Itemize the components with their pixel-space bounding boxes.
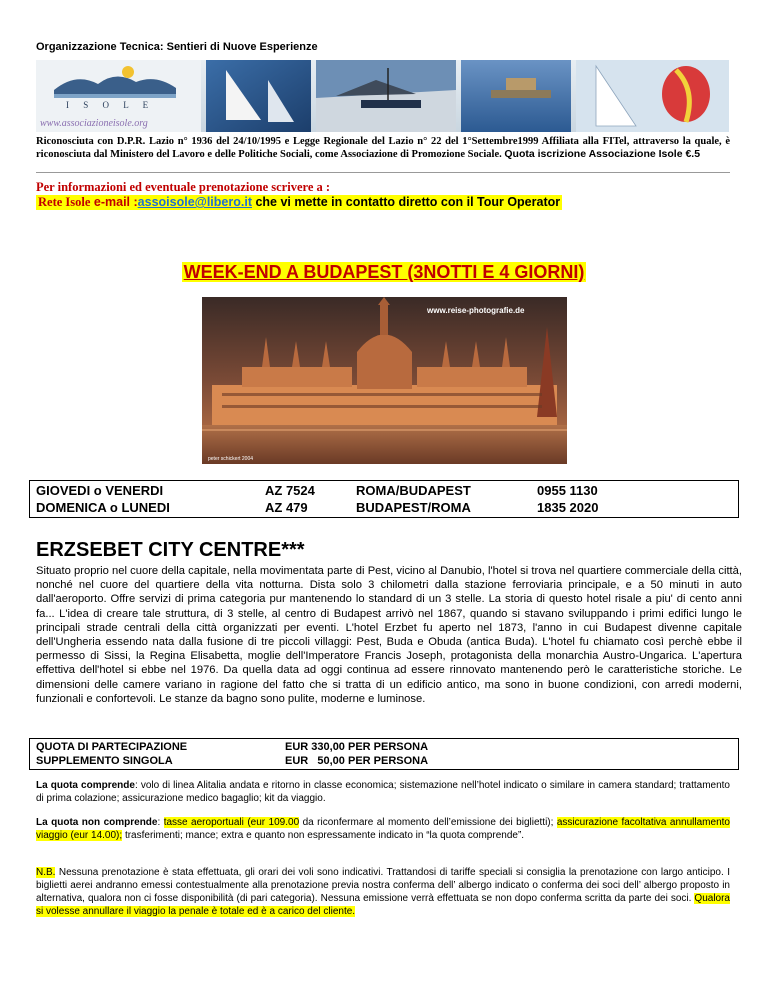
photo-credit: peter schickert 2004 xyxy=(208,456,254,462)
includes-label: La quota comprende xyxy=(36,780,135,791)
excludes-text-2: trasferimenti; mance; extra e quanto non espressamente indicato in “la quota comprende”. xyxy=(122,830,525,841)
email-label: e-mail : xyxy=(90,195,138,209)
price-value-single: EUR 50,00 PER PERSONA xyxy=(285,755,429,767)
price-table xyxy=(29,738,739,770)
membership-fee: Quota iscrizione Associazione Isole €.5 xyxy=(504,148,701,160)
includes-text: : volo di linea Alitalia andata e ritorno in classe economica; sistemazione nell’hotel indicato o similare in camera standard; trattamento di prima colazione; assicurazione medico bagaglio; kit da viaggio. xyxy=(36,780,730,804)
photo-watermark: www.reise-photografie.de xyxy=(427,306,525,315)
price-value-participation: EUR 330,00 PER PERSONA xyxy=(285,741,429,753)
banner-image xyxy=(36,60,729,132)
flight-days-outbound: GIOVEDI o VENERDI xyxy=(36,483,164,498)
divider xyxy=(36,172,730,173)
recognition-text xyxy=(36,136,730,161)
trip-title: WEEK-END A BUDAPEST (3NOTTI E 4 GIORNI) xyxy=(183,262,585,282)
flight-number-outbound: AZ 7524 xyxy=(265,483,315,498)
includes-paragraph xyxy=(36,779,730,805)
flight-route-outbound: ROMA/BUDAPEST xyxy=(356,483,471,498)
price-label-single: SUPPLEMENTO SINGOLA xyxy=(36,755,173,767)
logo-text: I S O L E xyxy=(66,100,155,110)
flight-times-outbound: 0955 1130 xyxy=(537,483,598,498)
flight-times-return: 1835 2020 xyxy=(537,500,599,515)
trip-title-wrap xyxy=(0,262,768,283)
budapest-parliament-photo xyxy=(202,297,567,464)
flight-number-return: AZ 479 xyxy=(265,500,308,515)
excludes-insurance: assicurazione facoltativa annullamento viaggio (eur 14.00); xyxy=(36,817,730,841)
flight-route-return: BUDAPEST/ROMA xyxy=(356,500,471,515)
note-paragraph xyxy=(36,866,730,918)
excludes-text-1: da riconfermare al momento dell’emissione dei biglietti); xyxy=(299,817,557,828)
flight-table xyxy=(29,480,739,518)
excludes-paragraph xyxy=(36,816,730,842)
note-nb: N.B. xyxy=(36,867,56,878)
excludes-label: La quota non comprende xyxy=(36,817,158,828)
contact-line xyxy=(36,195,562,210)
note-penalty: Qualora si volesse annullare il viaggio la penale è totale ed è a carico del cliente. xyxy=(36,893,730,917)
organizer-line: Organizzazione Tecnica: Sentieri di Nuove Esperienze xyxy=(36,41,318,53)
hotel-description: Situato proprio nel cuore della capitale, nella movimentata parte di Pest, vicino al Danubio, l'hotel si trova nel quartiere commerciale della città, nonché nel cuore del quartiere della vita notturna. Dista solo 3 chilometri dalla stazione ferroviaria principale, e a 50 minuti in auto dall'aeroporto. Offre servizi di prima categoria pur mantenendo lo standard di un 3 stelle. La storia di questo hotel risale a piu' di cento anni fa... L'idea di creare tale struttura, di 3 stelle, al centro di Budapest arrivò nel 1867, quando si stavano sviluppando i primi edifici lungo le principali strade centrali della città organizzati per eventi. L'hotel Erzbet fu aperto nel 1873, l'anno in cui Budapest divenne capitale dell'Ungheria essendo nata dalla fusione di tre piccoli villaggi: Pest, Buda e Obuda (antica Buda). L'hotel fu chiamato così perchè ebbe il permesso di Sissi, la Regina Elisabetta, moglie dell'Imperatore Francis Joseph, protagonista della monarchia Austro-Ungarica. L'apertura effettiva dell'hotel si ebbe nel 1976. Da quella data ad oggi continua ad essere rinnovato mantenendo però le caratteristiche storiche. Le dimensioni delle camere variano in ragione del fatto che si tratta di un edificio antico, ma sono in buone condizioni, con arredi moderni, funzionali e confortevoli. Le stanze da bagno sono pulite, moderne e luminose. xyxy=(36,565,742,705)
rete-label: Rete Isole xyxy=(38,195,91,209)
contact-note: che vi mette in contatto diretto con il Tour Operator xyxy=(251,195,561,209)
recognition-main: Riconosciuta con D.P.R. Lazio n° 1936 del 24/10/1995 e Legge Regionale del Lazio n° 22 del 1°Settembre1999 Affiliata alla FITel, attraverso la quale, è riconosciuta dal Ministero del Lavoro e delle Politiche Sociali, come Associazione di Promozione Sociale. xyxy=(36,136,730,160)
flight-days-return: DOMENICA o LUNEDI xyxy=(36,500,170,515)
price-label-participation: QUOTA DI PARTECIPAZIONE xyxy=(36,741,188,753)
excludes-sep: : xyxy=(157,817,164,828)
association-banner xyxy=(36,60,729,132)
hotel-name: ERZSEBET CITY CENTRE*** xyxy=(36,539,305,561)
excludes-airport-taxes: tasse aeroportuali (eur 109.00 xyxy=(163,817,300,828)
email-link[interactable]: assoisole@libero.it xyxy=(137,195,252,209)
banner-url: www.associazioneisole.org xyxy=(40,118,148,129)
info-heading: Per informazioni ed eventuale prenotazione scrivere a : xyxy=(36,180,331,194)
note-text: Nessuna prenotazione è stata effettuata, gli orari dei voli sono indicativi. Trattandosi di tariffe speciali si consiglia la prenotazione con largo anticipo. I biglietti aerei andranno emessi contestualmente alla prenotazione previa nostra conferma dell’ albergo indicato o conferma dei soci dell’ albergo proposto in alternativa, qualora non ci fosse disponibilità (di pari categoria). Nessuna emissione verrà effettuata se non dopo conferma scritta da parte dei soci. xyxy=(36,867,730,904)
